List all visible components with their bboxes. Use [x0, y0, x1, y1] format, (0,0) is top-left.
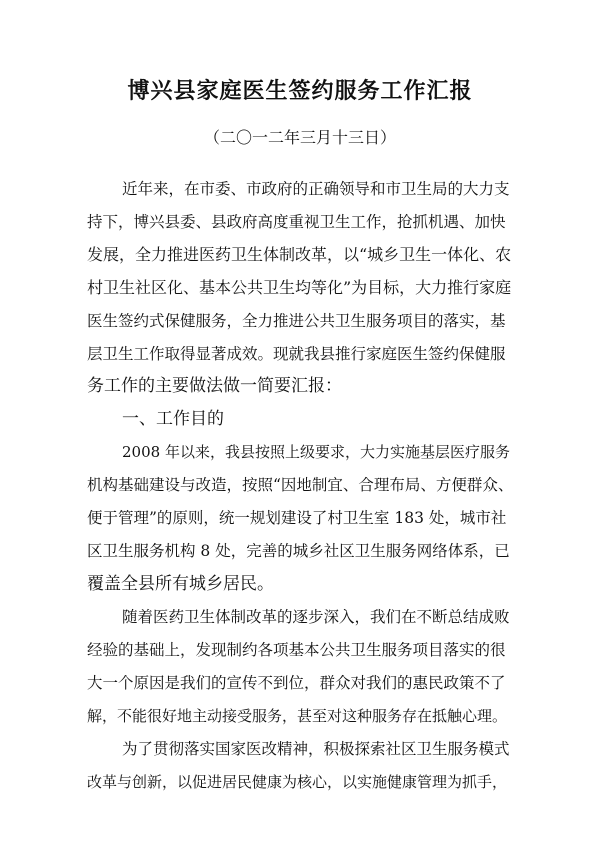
body-line: 机构基础建设与改造，按照“因地制宜、合理布局、方便群众、 [87, 476, 514, 494]
body-line: 医生签约式保健服务，全力推进公共卫生服务项目的落实，基 [87, 312, 506, 330]
document-title: 博兴县家庭医生签约服务工作汇报 [127, 78, 473, 104]
body-line: 发展，全力推进医药卫生体制改革，以“城乡卫生一体化、农 [87, 245, 512, 264]
body-line: 改革与创新，以促进居民健康为核心，以实施健康管理为抓手， [87, 773, 508, 791]
section-heading: 一、工作目的 [122, 409, 224, 429]
body-line: 解，不能很好地主动接受服务，甚至对这种服务存在抵触心理。 [87, 707, 508, 725]
body-line: 便于管理”的原则，统一规划建设了村卫生室 183 处，城市社 [87, 509, 507, 527]
body-line: 经验的基础上，发现制约各项基本公共卫生服务项目落实的很 [87, 641, 506, 659]
body-line: 层卫生工作取得显著成效。现就我县推行家庭医生签约保健服 [87, 345, 506, 363]
document-date: （二〇一二年三月十三日） [203, 128, 396, 147]
body-line: 随着医药卫生体制改革的逐步深入，我们在不断总结成败 [122, 608, 510, 626]
body-line: 持下，博兴县委、县政府高度重视卫生工作，抢抓机遇、加快 [87, 213, 506, 231]
body-line: 大一个原因是我们的宣传不到位，群众对我们的惠民政策不了 [87, 674, 506, 692]
body-line: 近年来，在市委、市政府的正确领导和市卫生局的大力支 [122, 180, 510, 198]
body-line: 村卫生社区化、基本公共卫生均等化”为目标，大力推行家庭 [87, 278, 512, 297]
body-line: 覆盖全县所有城乡居民。 [87, 574, 274, 594]
body-line: 2008 年以来，我县按照上级要求，大力实施基层医疗服务 [122, 443, 510, 461]
body-line: 区卫生服务机构 8 处，完善的城乡社区卫生服务网络体系，已 [87, 542, 510, 560]
body-line: 务工作的主要做法做一简要汇报： [87, 376, 342, 396]
body-line: 为了贯彻落实国家医改精神，积极探索社区卫生服务模式 [122, 740, 510, 758]
